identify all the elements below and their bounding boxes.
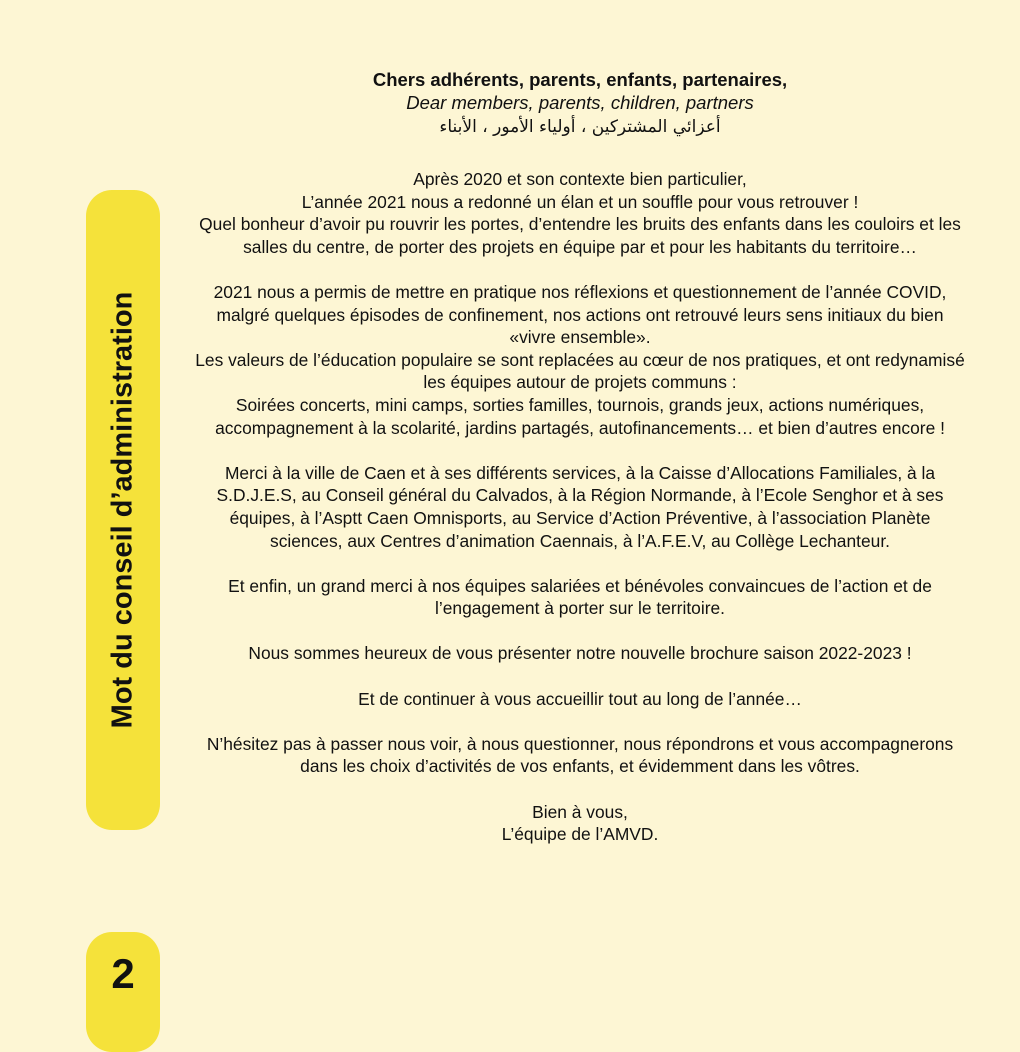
paragraph-line: Et de continuer à vous accueillir tout au long de l’année…	[358, 688, 802, 709]
paragraph-invitation	[170, 733, 990, 778]
spacer	[170, 552, 990, 575]
paragraph-welcome	[170, 688, 990, 711]
signature-line: L’équipe de l’AMVD.	[501, 824, 659, 845]
paragraph-line: S.D.J.E.S, au Conseil général du Calvados, à la Région Normande, à l’Ecole Senghor et à ses	[216, 485, 944, 506]
paragraph-line: Les valeurs de l’éducation populaire se sont replacées au cœur de nos pratiques, et ont redynamisé	[195, 349, 965, 370]
greeting-english: Dear members, parents, children, partners	[406, 92, 754, 113]
signature-line: Bien à vous,	[532, 801, 628, 822]
letter-body	[170, 68, 990, 846]
paragraph-line: Nous sommes heureux de vous présenter notre nouvelle brochure saison 2022-2023 !	[248, 643, 912, 664]
paragraph-teams	[170, 575, 990, 620]
spacer	[170, 620, 990, 643]
section-title: Mot du conseil d’administration	[106, 291, 139, 729]
paragraph-line: Quel bonheur d’avoir pu rouvrir les portes, d’entendre les bruits des enfants dans les couloirs et les	[199, 214, 961, 235]
paragraph-line: les équipes autour de projets communs :	[423, 372, 737, 393]
paragraph-intro	[170, 168, 990, 258]
paragraph-line: salles du centre, de porter des projets en équipe par et pour les habitants du territoire…	[243, 236, 917, 257]
paragraph-line: L’année 2021 nous a redonné un élan et un souffle pour vous retrouver !	[301, 191, 859, 212]
paragraph-thanks	[170, 462, 990, 552]
paragraph-line: N’hésitez pas à passer nous voir, à nous questionner, nous répondrons et vous accompagnerons	[206, 733, 954, 754]
paragraph-line: malgré quelques épisodes de confinement, nos actions ont retrouvé leurs sens initiaux du bien	[216, 304, 944, 325]
spacer	[170, 665, 990, 688]
paragraph-line: Après 2020 et son contexte bien particulier,	[413, 169, 747, 189]
page-number: 2	[111, 950, 135, 997]
paragraph-line: l’engagement à porter sur le territoire.	[435, 598, 725, 619]
paragraph-line: 2021 nous a permis de mettre en pratique nos réflexions et questionnement de l’année COVID,	[213, 281, 947, 302]
paragraph-brochure	[170, 642, 990, 665]
spacer	[170, 439, 990, 462]
paragraph-line: sciences, aux Centres d’animation Caennais, à l’A.F.E.V, au Collège Lechanteur.	[270, 530, 890, 551]
spacer	[170, 778, 990, 801]
spacer	[170, 140, 990, 168]
paragraph-line: dans les choix d’activités de vos enfants, et évidemment dans les vôtres.	[300, 756, 860, 777]
paragraph-line: Soirées concerts, mini camps, sorties familles, tournois, grands jeux, actions numériques,	[235, 394, 925, 415]
signature	[170, 801, 990, 846]
greeting-arabic: أعزائي المشتركين ، أولياء الأمور ، الأبناء	[439, 117, 721, 137]
paragraph-line: Et enfin, un grand merci à nos équipes salariées et bénévoles convaincues de l’action et de	[228, 575, 932, 596]
paragraph-2021	[170, 281, 990, 439]
paragraph-line: «vivre ensemble».	[509, 327, 651, 348]
paragraph-line: Merci à la ville de Caen et à ses différents services, à la Caisse d’Allocations Familiales, à la	[224, 462, 936, 483]
greeting-french: Chers adhérents, parents, enfants, partenaires,	[372, 69, 788, 90]
paragraph-line: équipes, à l’Asptt Caen Omnisports, au Service d’Action Préventive, à l’association Planète	[229, 507, 931, 528]
spacer	[170, 258, 990, 281]
paragraph-line: accompagnement à la scolarité, jardins partagés, autofinancements… et bien d’autres encore !	[215, 417, 945, 438]
spacer	[170, 710, 990, 733]
